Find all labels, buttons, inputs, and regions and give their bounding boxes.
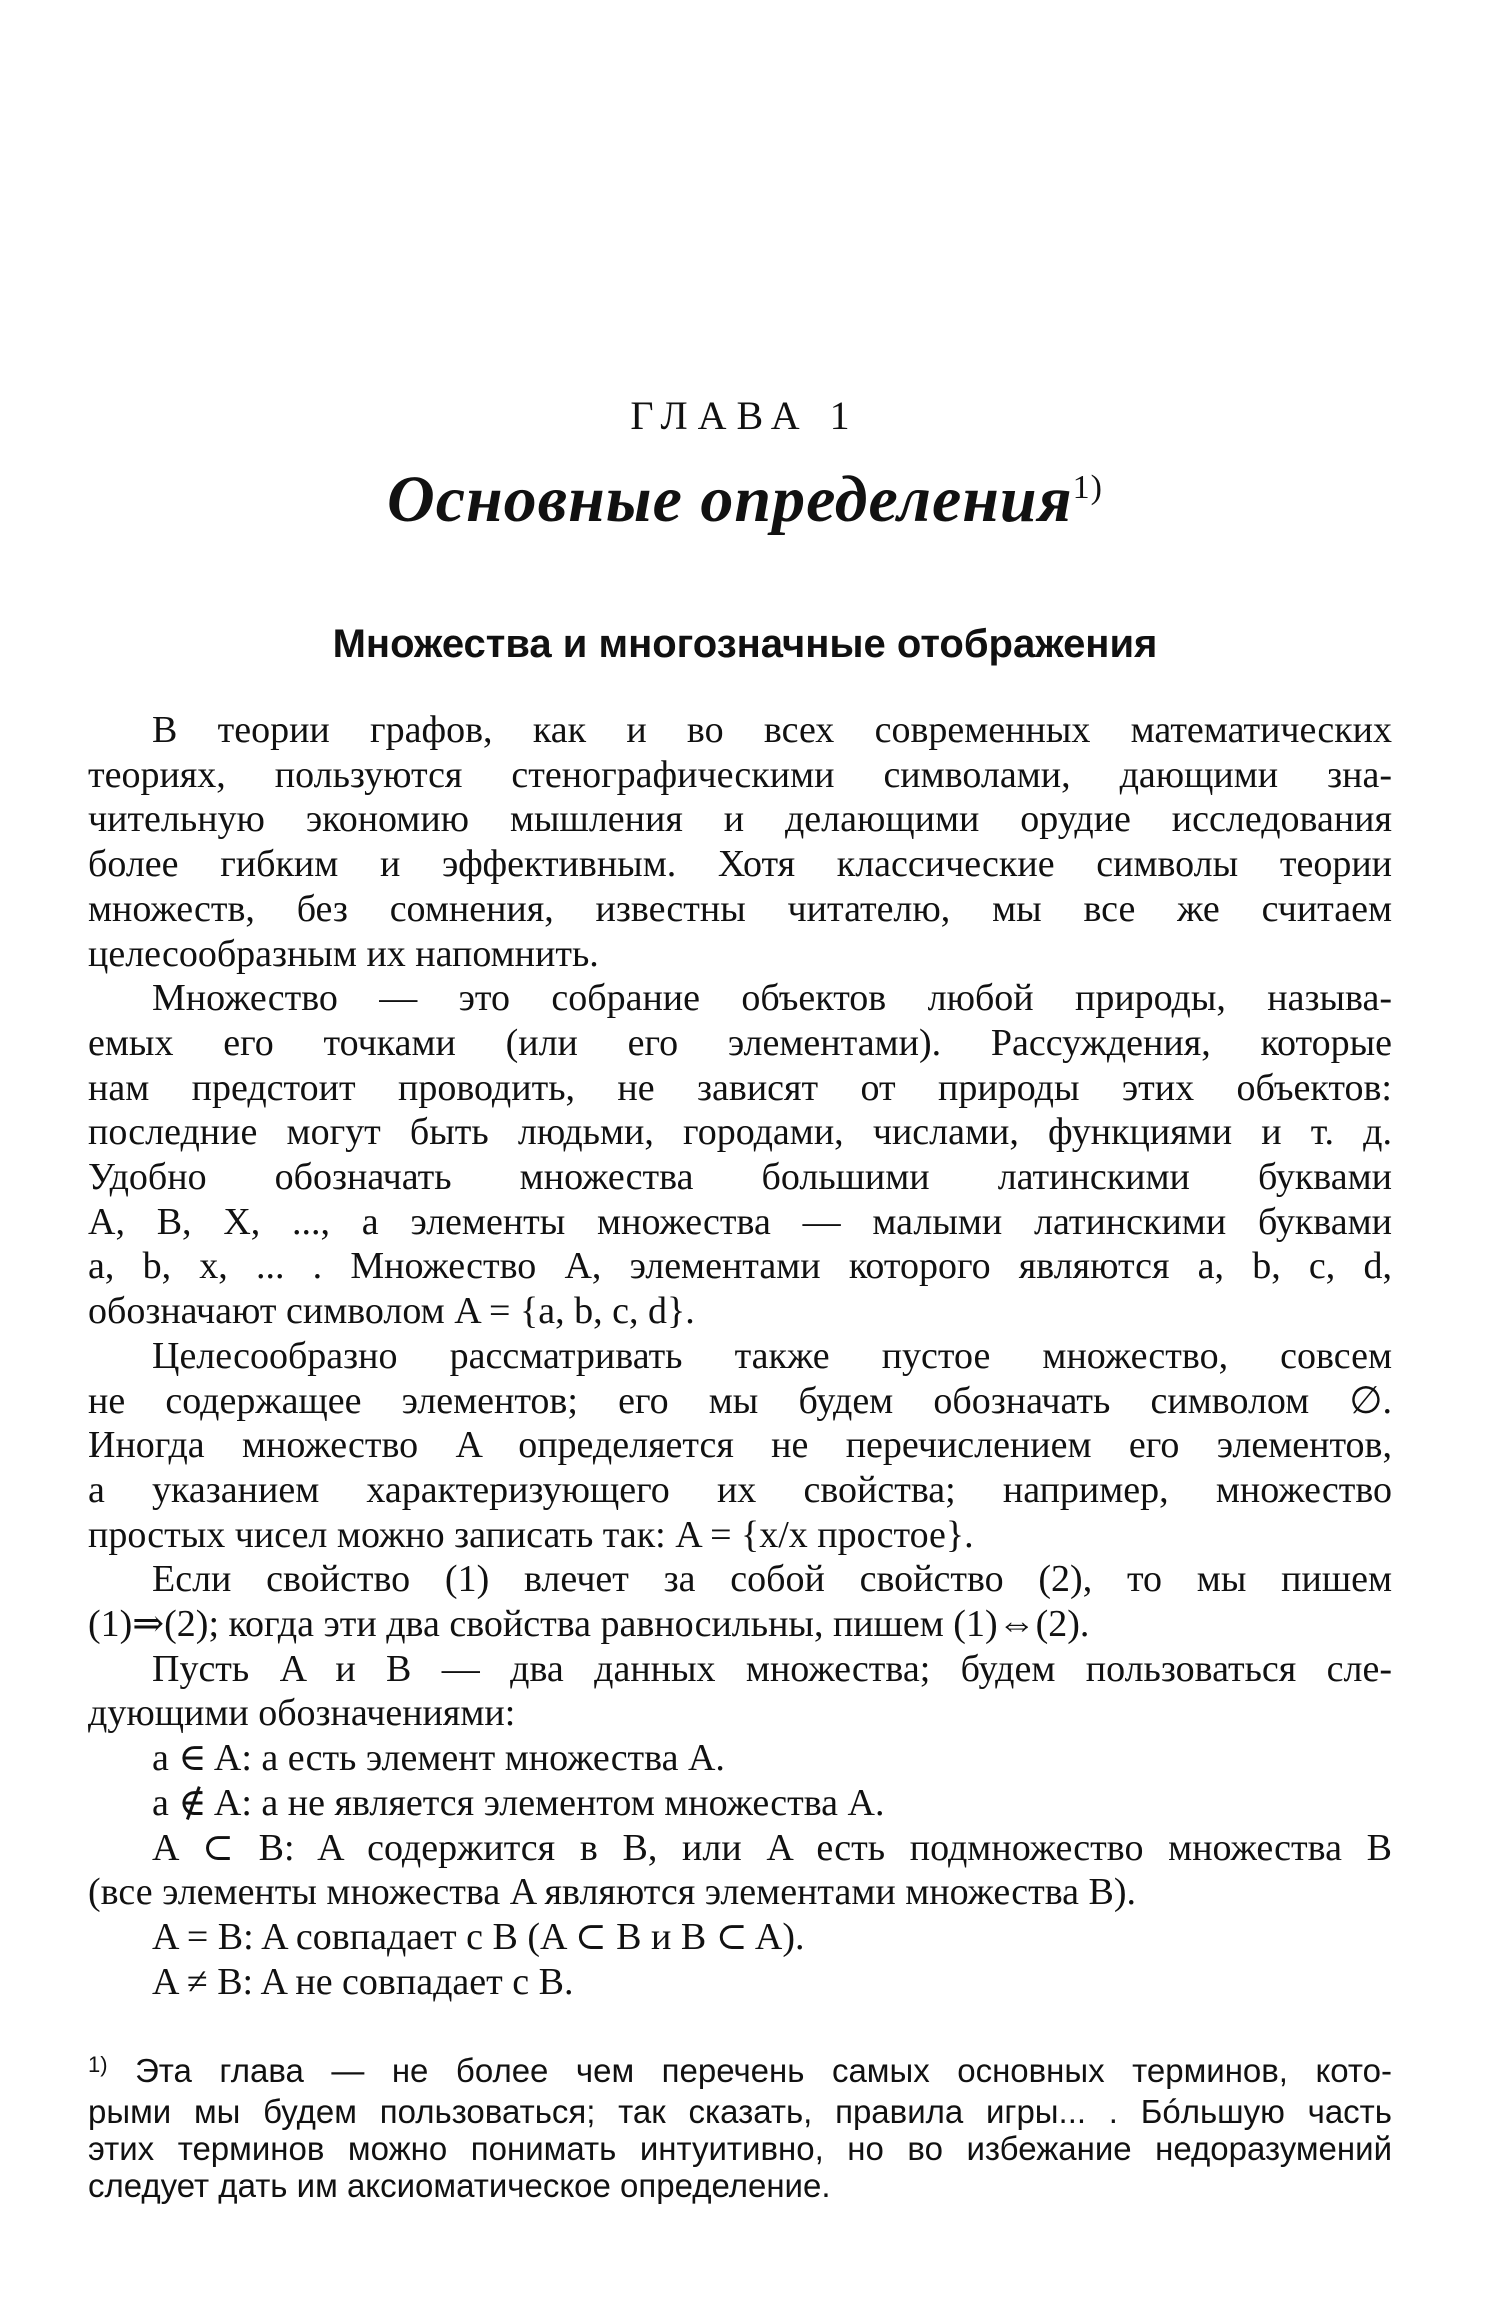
text-line: a ∈ A: a есть элемент множества A. [152, 1737, 725, 1780]
text-line: Целесообразно рассматривать также пустое множество, совсем [152, 1334, 1392, 1377]
text-line: не содержащее элементов; его мы будем обозначать символом ∅. [88, 1379, 1392, 1422]
text-line: (1)⇒(2); когда эти два свойства равносильны, пишем (1)⇔(2). [88, 1603, 1090, 1646]
chapter-label: ГЛАВА 1 [630, 393, 860, 438]
footnote-text: рыми мы будем пользоваться; так сказать, правила игры... . Бóльшую часть [88, 2093, 1392, 2130]
text-line: чительную экономию мышления и делающими орудие исследования [88, 798, 1392, 841]
text-line: последние могут быть людьми, городами, числами, функциями и т. д. [88, 1111, 1392, 1154]
text-line: обозначают символом A = {a, b, c, d}. [88, 1290, 695, 1333]
text-line: целесообразным их напомнить. [88, 932, 599, 975]
title-footnote-ref: 1) [1072, 469, 1103, 506]
text-line: множеств, без сомнения, известны читателю, мы все же считаем [88, 887, 1392, 930]
footnote-line [88, 2093, 1392, 2130]
text-line: a, b, x, ... . Множество A, элементами которого являются a, b, c, d, [88, 1245, 1392, 1288]
footnote-text: следует дать им аксиоматическое определение. [88, 2167, 831, 2204]
footnote-line [88, 2167, 1392, 2204]
section-heading: Множества и многозначные отображения [332, 622, 1158, 666]
footnote [88, 2052, 1392, 2204]
footnote-line [88, 2052, 1392, 2093]
footnote-text: этих терминов можно понимать интуитивно, но во избежание недоразумений [88, 2130, 1392, 2167]
text-line: A, B, X, ..., а элементы множества — малыми латинскими буквами [88, 1200, 1392, 1243]
text-line: Множество — это собрание объектов любой природы, называ- [152, 977, 1392, 1020]
text-line: Иногда множество A определяется не перечислением его элементов, [88, 1424, 1392, 1467]
text-line: a ∉ A: a не является элементом множества A. [152, 1781, 885, 1824]
text-line: Если свойство (1) влечет за собой свойство (2), то мы пишем [152, 1558, 1392, 1601]
text-line: A = B: A совпадает с B (A ⊂ B и B ⊂ A). [152, 1915, 805, 1958]
text-line: нам предстоит проводить, не зависят от природы этих объектов: [88, 1066, 1392, 1109]
text-line: дующими обозначениями: [88, 1692, 516, 1735]
text-line: В теории графов, как и во всех современных математических [152, 709, 1392, 751]
text-line: A ⊂ B: A содержится в B, или A есть подмножество множества B [152, 1826, 1392, 1869]
footnote-text: Эта глава — не более чем перечень самых основных терминов, кото- [135, 2052, 1392, 2089]
text-line: Удобно обозначать множества большими латинскими буквами [88, 1156, 1392, 1199]
text-line: (все элементы множества A являются элементами множества B). [88, 1871, 1137, 1914]
text-line: емых его точками (или его элементами). Рассуждения, которые [88, 1021, 1392, 1064]
footnote-line [88, 2130, 1392, 2167]
body-text [88, 708, 1392, 2004]
chapter-title [0, 462, 1490, 538]
text-line: Пусть A и B — два данных множества; будем пользоваться сле- [152, 1647, 1392, 1690]
footnote-mark: 1) [88, 2052, 108, 2077]
text-line: A ≠ B: A не совпадает с B. [152, 1960, 574, 2003]
text-line: теориях, пользуются стенографическими символами, дающими зна- [88, 753, 1392, 796]
text-line: а указанием характеризующего их свойства; например, множество [88, 1468, 1392, 1511]
chapter-title-text: Основные определения [387, 463, 1073, 536]
text-line: простых чисел можно записать так: A = {x/x простое}. [88, 1513, 974, 1556]
text-line: более гибким и эффективным. Хотя классические символы теории [88, 843, 1392, 886]
